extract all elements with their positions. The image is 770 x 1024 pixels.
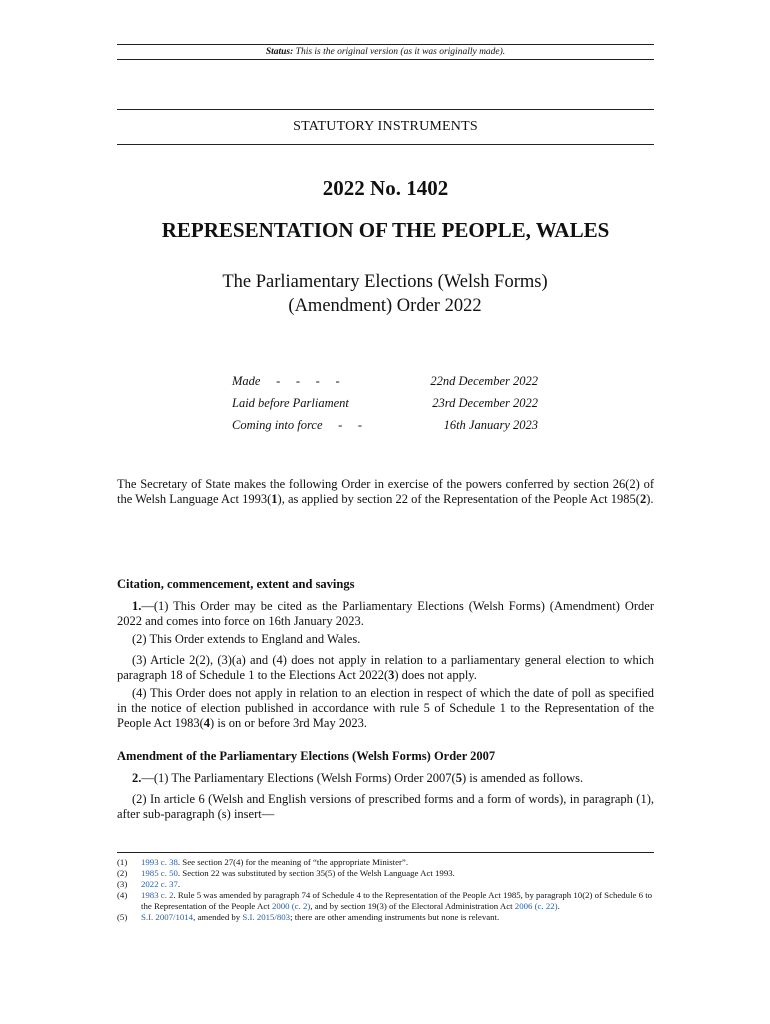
footnote <box>117 857 654 868</box>
preamble-text: ), as applied by section 22 of the Representation of the People Act 1985( <box>277 492 640 506</box>
date-row-made <box>232 374 538 389</box>
instrument-number: 2022 No. 1402 <box>322 176 449 200</box>
legislation-link[interactable]: 2022 c. 37 <box>141 879 178 889</box>
footnote <box>117 912 654 923</box>
para-text: —(1) This Order may be cited as the Parliamentary Elections (Welsh Forms) (Amendment) Order 2022 and comes into force on 16th January 2023. <box>117 599 654 628</box>
footnote-ref-1[interactable]: 1 <box>271 492 278 506</box>
footnote-text: . <box>557 901 560 911</box>
footnote-text: , amended by <box>193 912 243 922</box>
dates-block <box>232 374 538 440</box>
footnote-text: . Section 22 was substituted by section 35(5) of the Welsh Language Act 1993. <box>177 868 455 878</box>
footnote-number: (4) <box>117 890 128 900</box>
footnote-ref-4[interactable]: 4 <box>203 716 211 730</box>
article-number: 1. <box>132 599 142 613</box>
date-value: 23rd December 2022 <box>432 396 538 410</box>
date-row-laid <box>232 396 538 411</box>
article-2-para-2: (2) In article 6 (Welsh and English versions of prescribed forms and a form of words), in paragraph (1), after sub-paragraph (s) insert— <box>117 792 654 821</box>
preamble-text: ). <box>646 492 654 506</box>
preamble <box>117 477 654 507</box>
status-bar <box>117 44 654 60</box>
date-label: Made - - - - <box>232 374 340 388</box>
footnotes <box>117 857 654 923</box>
date-value: 16th January 2023 <box>443 418 538 432</box>
footnote-number: (1) <box>117 857 128 867</box>
date-label: Laid before Parliament <box>232 396 349 410</box>
footnote-text: , and by section 19(3) of the Electoral Administration Act <box>310 901 515 911</box>
para-text: (4) This Order does not apply in relation to an election in respect of which the date of poll as specified in the notice of election published in accordance with rule 5 of Schedule 1 to the Representation of the People Act 1983( <box>117 686 654 730</box>
legislation-link[interactable]: S.I. 2007/1014 <box>141 912 194 922</box>
footnote-ref-3[interactable]: 3 <box>388 668 395 682</box>
legislation-link[interactable]: S.I. 2015/803 <box>242 912 291 922</box>
para-text: (3) Article 2(2), (3)(a) and (4) does not apply in relation to a parliamentary general election to which paragraph 18 of Schedule 1 to the Elections Act 2022( <box>117 653 654 682</box>
article-1-para-3 <box>117 653 654 683</box>
footnote-number: (3) <box>117 879 128 889</box>
section-heading-amendment: Amendment of the Parliamentary Elections (Welsh Forms) Order 2007 <box>117 749 496 763</box>
footnote <box>117 879 654 890</box>
date-value: 22nd December 2022 <box>430 374 538 388</box>
order-title: The Parliamentary Elections (Welsh Forms) (Amendment) Order 2022 <box>222 272 548 316</box>
para-text: ) is on or before 3rd May 2023. <box>210 716 367 730</box>
preamble-text: The Secretary of State makes the following Order in exercise of the powers conferred by section 26(2) of the Welsh Language Act 1993( <box>117 477 654 506</box>
date-row-coming-into-force <box>232 418 538 433</box>
legislation-link[interactable]: 2000 (c. 2) <box>271 901 311 911</box>
legislation-link[interactable]: 2006 (c. 22) <box>514 901 558 911</box>
legislation-link[interactable]: 1983 c. 2 <box>141 890 174 900</box>
article-1-para-4 <box>117 686 654 731</box>
footnote-text: . See section 27(4) for the meaning of “the appropriate Minister”. <box>177 857 409 867</box>
para-text: ) does not apply. <box>394 668 477 682</box>
section-heading-citation: Citation, commencement, extent and savings <box>117 577 355 591</box>
article-1-para-2: (2) This Order extends to England and Wales. <box>132 632 361 646</box>
legislation-link[interactable]: 1985 c. 50 <box>141 868 178 878</box>
footnote-text: . <box>177 879 181 889</box>
status-text: This is the original version (as it was originally made). <box>295 47 506 57</box>
footnote-number: (2) <box>117 868 128 878</box>
footnote-ref-5[interactable]: 5 <box>455 771 462 785</box>
para-text: —(1) The Parliamentary Elections (Welsh Forms) Order 2007( <box>141 771 456 785</box>
footnote <box>117 868 654 879</box>
subject-heading: REPRESENTATION OF THE PEOPLE, WALES <box>161 218 610 242</box>
footnote <box>117 890 654 912</box>
article-1-para-1 <box>117 599 654 629</box>
footnote-divider <box>117 852 654 853</box>
footnote-ref-2[interactable]: 2 <box>639 492 647 506</box>
article-number: 2. <box>132 771 142 785</box>
status-label: Status: <box>265 47 294 57</box>
series-heading: STATUTORY INSTRUMENTS <box>117 109 654 145</box>
legislation-link[interactable]: 1993 c. 38 <box>141 857 178 867</box>
article-2-para-1 <box>117 771 654 786</box>
date-label: Coming into force - - <box>232 418 363 432</box>
footnote-text: ; there are other amending instruments but none is relevant. <box>290 912 500 922</box>
footnote-text: . Rule 5 was amended by paragraph 74 of Schedule 4 to the Representation of the People Act 1985, by paragraph 10(2) of Schedule 6 to the Representation of the People Act <box>141 890 653 911</box>
para-text: ) is amended as follows. <box>461 771 584 785</box>
footnote-number: (5) <box>117 912 128 922</box>
